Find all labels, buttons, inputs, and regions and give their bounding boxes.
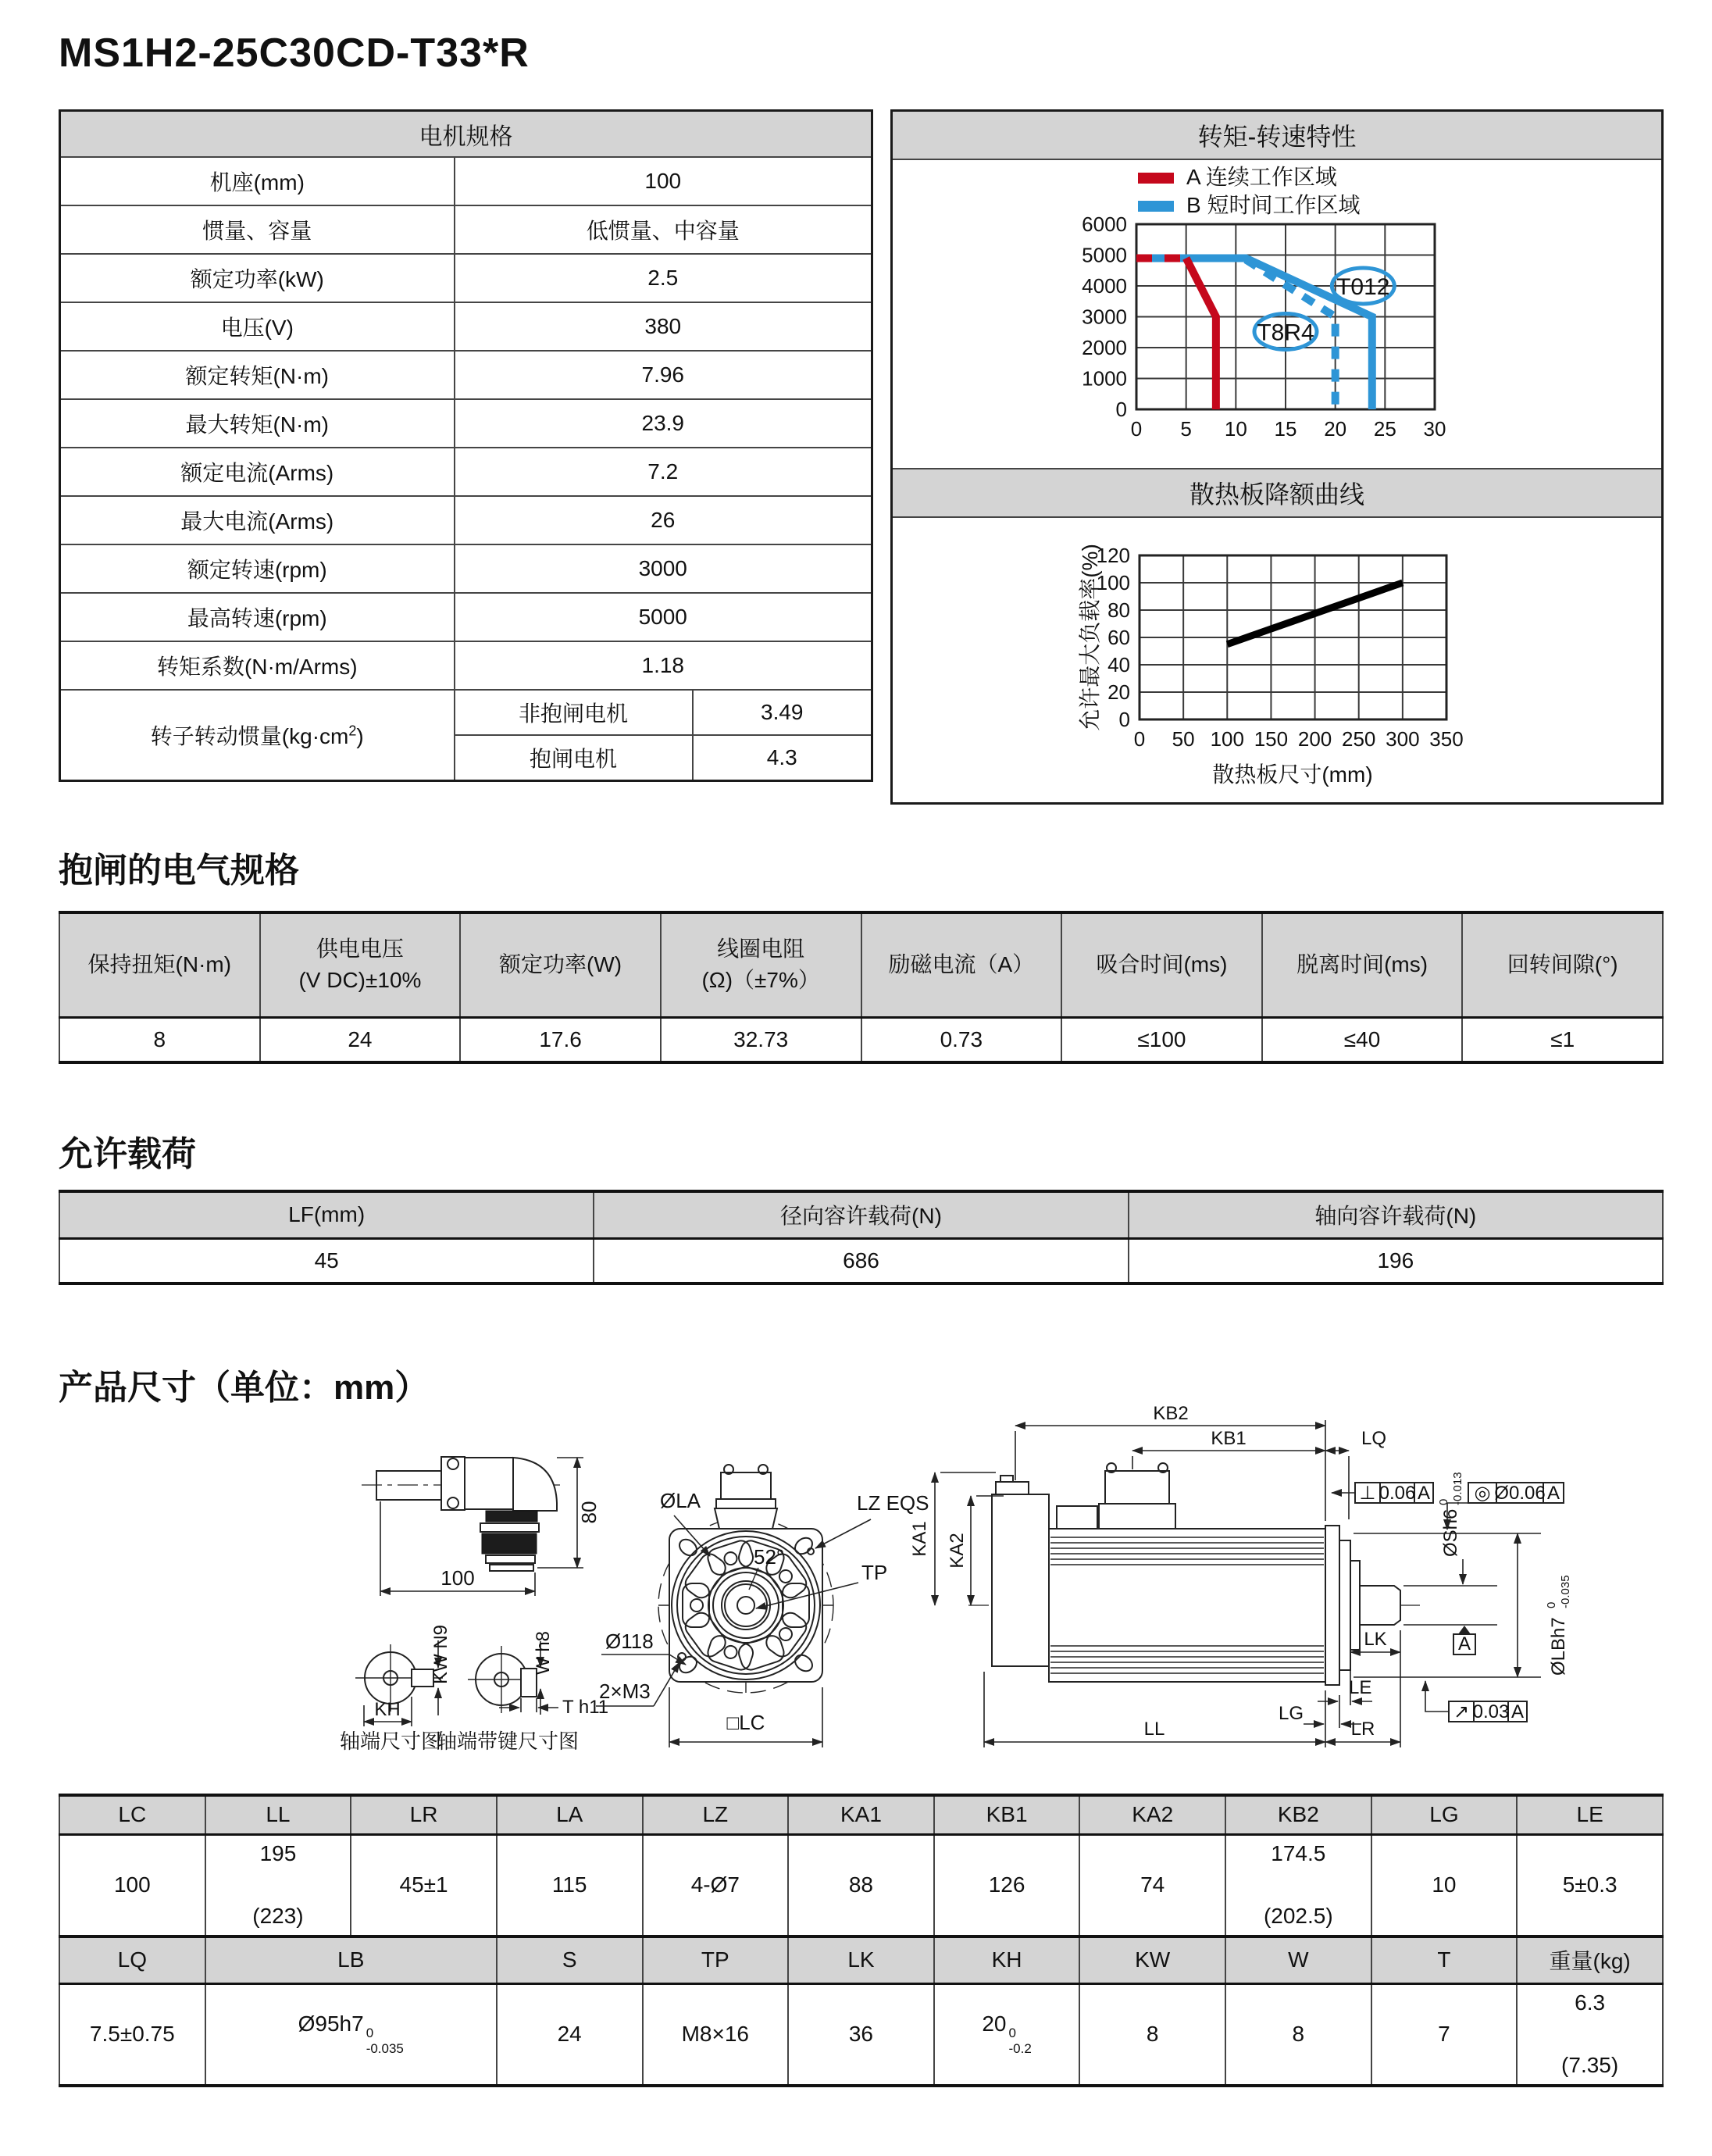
dim-cell: 88 bbox=[788, 1834, 934, 1936]
key-t-label: T h11 bbox=[562, 1697, 609, 1718]
spec-row-label: 惯量、容量 bbox=[60, 205, 455, 254]
datum-a-flag: A bbox=[1457, 1633, 1471, 1654]
dim-cell: 7 bbox=[1371, 1983, 1518, 2086]
brake-cell: 8 bbox=[59, 1017, 260, 1062]
svg-text:A 连续工作区域: A 连续工作区域 bbox=[1186, 165, 1337, 189]
svg-text:250: 250 bbox=[1342, 727, 1376, 751]
shaft-kh-label: KH bbox=[374, 1699, 401, 1720]
svg-text:B 短时间工作区域: B 短时间工作区域 bbox=[1186, 193, 1361, 217]
svg-text:0.03: 0.03 bbox=[1472, 1701, 1510, 1722]
side-kb2-label: KB2 bbox=[1153, 1406, 1189, 1424]
runout-tolerance-box bbox=[1425, 1681, 1527, 1722]
svg-text:0: 0 bbox=[1437, 1498, 1450, 1505]
connector-height-dim: 80 bbox=[577, 1501, 601, 1524]
dim-col-header: LQ bbox=[59, 1936, 205, 1983]
svg-text:T012: T012 bbox=[1336, 274, 1390, 300]
charts-pane bbox=[890, 109, 1664, 805]
svg-text:0: 0 bbox=[1115, 398, 1127, 421]
svg-text:2000: 2000 bbox=[1082, 336, 1127, 359]
dim-cell: 174.5 (202.5) bbox=[1225, 1834, 1371, 1936]
dim-cell: 115 bbox=[497, 1834, 643, 1936]
side-lq-label: LQ bbox=[1361, 1428, 1387, 1449]
svg-text:120: 120 bbox=[1096, 544, 1130, 567]
dim-col-header: KH bbox=[934, 1936, 1080, 1983]
svg-text:40: 40 bbox=[1107, 653, 1130, 676]
dim-col-header: TP bbox=[643, 1936, 789, 1983]
dim-cell: 45±1 bbox=[351, 1834, 497, 1936]
brake-col-header: 励磁电流（A） bbox=[861, 912, 1062, 1017]
shaft-end-keyed-view bbox=[437, 1631, 608, 1753]
front-la-label: ØLA bbox=[660, 1489, 701, 1512]
svg-text:◎: ◎ bbox=[1474, 1483, 1491, 1504]
side-kb1-label: KB1 bbox=[1211, 1428, 1247, 1449]
svg-text:A: A bbox=[1546, 1483, 1560, 1504]
svg-text:200: 200 bbox=[1297, 727, 1332, 751]
load-cell: 45 bbox=[59, 1238, 594, 1283]
spec-row-value: 23.9 bbox=[455, 399, 872, 448]
spec-inertia-sublabel: 非抱闸电机 bbox=[455, 690, 693, 735]
side-le-label: LE bbox=[1349, 1677, 1372, 1698]
svg-text:20: 20 bbox=[1324, 417, 1347, 441]
perpendicularity-tolerance-box bbox=[1332, 1483, 1433, 1504]
front-lz-label: LZ EQS bbox=[857, 1491, 929, 1515]
dim-cell: 7.5±0.75 bbox=[59, 1983, 205, 2086]
load-col-header: 径向容许载荷(N) bbox=[594, 1191, 1128, 1238]
brake-col-header: 额定功率(W) bbox=[460, 912, 661, 1017]
derating-chart bbox=[893, 518, 1661, 811]
dim-col-header: LR bbox=[351, 1795, 497, 1834]
torque-chart-header: 转矩-转速特性 bbox=[893, 112, 1661, 160]
spec-row-label: 额定功率(kW) bbox=[60, 254, 455, 302]
spec-row-value: 3000 bbox=[455, 544, 872, 593]
svg-text:4000: 4000 bbox=[1082, 274, 1127, 298]
brake-cell: 32.73 bbox=[661, 1017, 861, 1062]
dim-col-header: KB1 bbox=[934, 1795, 1080, 1834]
shaft-dia-tolerance-label bbox=[1437, 1472, 1464, 1557]
svg-text:0: 0 bbox=[1118, 708, 1130, 731]
spec-row-label: 电压(V) bbox=[60, 302, 455, 351]
spec-row-label: 最大电流(Arms) bbox=[60, 496, 455, 544]
dim-col-header: KA1 bbox=[788, 1795, 934, 1834]
brake-col-header: 回转间隙(°) bbox=[1462, 912, 1663, 1017]
load-section-title: 允许载荷 bbox=[59, 1135, 196, 1173]
brake-col-header: 线圈电阻 (Ω)（±7%） bbox=[661, 912, 861, 1017]
svg-text:10: 10 bbox=[1224, 417, 1247, 441]
svg-text:80: 80 bbox=[1107, 598, 1130, 622]
dim-cell: 5±0.3 bbox=[1517, 1834, 1663, 1936]
dim-cell: 126 bbox=[934, 1834, 1080, 1936]
dim-cell: 20 0 -0.2 bbox=[934, 1983, 1080, 2086]
side-lr-label: LR bbox=[1350, 1719, 1375, 1740]
side-ka2-label: KA2 bbox=[947, 1533, 968, 1569]
brake-col-header: 吸合时间(ms) bbox=[1061, 912, 1262, 1017]
svg-text:150: 150 bbox=[1254, 727, 1289, 751]
connector-width-dim: 100 bbox=[440, 1566, 475, 1590]
svg-text:15: 15 bbox=[1274, 417, 1297, 441]
svg-text:T8R4: T8R4 bbox=[1257, 319, 1314, 346]
svg-text:-0.035: -0.035 bbox=[1559, 1575, 1572, 1608]
svg-text:20: 20 bbox=[1107, 680, 1130, 704]
spec-row-value: 低惯量、中容量 bbox=[455, 205, 872, 254]
svg-text:ØLBh7: ØLBh7 bbox=[1548, 1617, 1569, 1676]
dim-cell: 4-Ø7 bbox=[643, 1834, 789, 1936]
dim-col-header: LB bbox=[205, 1936, 497, 1983]
dim-col-header: LL bbox=[205, 1795, 351, 1834]
dim-col-header: 重量(kg) bbox=[1517, 1936, 1663, 1983]
svg-text:0.06: 0.06 bbox=[1379, 1483, 1416, 1504]
dim-cell: 100 bbox=[59, 1834, 205, 1936]
svg-text:0: 0 bbox=[1130, 417, 1143, 441]
dim-col-header: W bbox=[1225, 1936, 1371, 1983]
svg-text:允许最大负载率(%): 允许最大负载率(%) bbox=[1078, 544, 1102, 731]
spec-inertia-sublabel: 抱闸电机 bbox=[455, 735, 693, 781]
spec-row-label: 最大转矩(N·m) bbox=[60, 399, 455, 448]
brake-cell: 24 bbox=[260, 1017, 461, 1062]
spec-row-value: 2.5 bbox=[455, 254, 872, 302]
spec-inertia-subvalue: 4.3 bbox=[693, 735, 872, 781]
dim-cell: 36 bbox=[788, 1983, 934, 2086]
svg-text:6000: 6000 bbox=[1082, 212, 1127, 236]
brake-cell: 0.73 bbox=[861, 1017, 1062, 1062]
spec-row-value: 7.2 bbox=[455, 448, 872, 496]
spec-row-label: 额定转速(rpm) bbox=[60, 544, 455, 593]
spec-row-label: 机座(mm) bbox=[60, 157, 455, 205]
dim-cell: 74 bbox=[1079, 1834, 1225, 1936]
dimension-drawings bbox=[59, 1406, 1664, 1793]
dim-col-header: LK bbox=[788, 1936, 934, 1983]
front-lc-label: □LC bbox=[726, 1711, 765, 1734]
spec-row-label: 额定电流(Arms) bbox=[60, 448, 455, 496]
dimension-table bbox=[59, 1794, 1664, 2087]
side-lg-label: LG bbox=[1279, 1703, 1304, 1724]
dim-cell: 8 bbox=[1079, 1983, 1225, 2086]
front-d118-label: Ø118 bbox=[605, 1629, 654, 1653]
svg-text:1000: 1000 bbox=[1082, 366, 1127, 391]
svg-text:A: A bbox=[1417, 1483, 1431, 1504]
load-cell: 686 bbox=[594, 1238, 1128, 1283]
spec-inertia-subvalue: 3.49 bbox=[693, 690, 872, 735]
dim-cell: 195 (223) bbox=[205, 1834, 351, 1936]
svg-text:100: 100 bbox=[1096, 571, 1130, 594]
spec-row-value: 1.18 bbox=[455, 641, 872, 690]
spec-inertia-label: 转子转动惯量$(kg\cdot cm^2)$ bbox=[60, 690, 455, 781]
motor-front-view bbox=[596, 1465, 929, 1747]
svg-text:30: 30 bbox=[1423, 417, 1446, 441]
spec-row-label: 额定转矩(N·m) bbox=[60, 351, 455, 399]
svg-text:0: 0 bbox=[1545, 1601, 1558, 1608]
svg-text:↗: ↗ bbox=[1453, 1701, 1470, 1722]
dim-cell: Ø95h7 0 -0.035 bbox=[205, 1983, 497, 2086]
brake-col-header: 供电电压 (V DC)±10% bbox=[260, 912, 461, 1017]
svg-text:-0.013: -0.013 bbox=[1451, 1472, 1464, 1505]
svg-text:散热板尺寸(mm): 散热板尺寸(mm) bbox=[1212, 762, 1373, 787]
shaft-end-plain-view bbox=[340, 1625, 451, 1753]
front-angle-label: 52° bbox=[754, 1545, 785, 1569]
key-w-label: W h8 bbox=[533, 1630, 554, 1676]
dim-col-header: S bbox=[497, 1936, 643, 1983]
svg-text:5000: 5000 bbox=[1082, 243, 1127, 267]
front-m3-label: 2×M3 bbox=[599, 1679, 651, 1703]
spec-table-header: 电机规格 bbox=[60, 111, 872, 158]
load-col-header: LF(mm) bbox=[59, 1191, 594, 1238]
brake-cell: ≤100 bbox=[1061, 1017, 1262, 1062]
concentricity-tolerance-box bbox=[1447, 1483, 1564, 1530]
dims-section-title: 产品尺寸（单位：mm） bbox=[59, 1369, 430, 1407]
load-cell: 196 bbox=[1129, 1238, 1663, 1283]
page-title: MS1H2-25C30CD-T33*R bbox=[59, 30, 530, 76]
dim-cell: 24 bbox=[497, 1983, 643, 2086]
connector-drawing bbox=[362, 1457, 601, 1596]
dim-col-header: KA2 bbox=[1079, 1795, 1225, 1834]
brake-col-header: 脱离时间(ms) bbox=[1262, 912, 1463, 1017]
dim-cell: M8×16 bbox=[643, 1983, 789, 2086]
dim-col-header: LZ bbox=[643, 1795, 789, 1834]
spec-row-value: 7.96 bbox=[455, 351, 872, 399]
shaft-keyed-caption: 轴端带键尺寸图 bbox=[436, 1729, 580, 1753]
side-lk-label: LK bbox=[1364, 1629, 1387, 1650]
dim-cell: 10 bbox=[1371, 1834, 1518, 1936]
dim-col-header: LE bbox=[1517, 1795, 1663, 1834]
motor-side-view bbox=[909, 1406, 1572, 1747]
svg-text:A: A bbox=[1510, 1701, 1525, 1722]
dim-col-header: LA bbox=[497, 1795, 643, 1834]
dim-cell: 6.3 (7.35) bbox=[1517, 1983, 1663, 2086]
front-tp-label: TP bbox=[861, 1561, 888, 1584]
dim-cell: 8 bbox=[1225, 1983, 1371, 2086]
dim-col-header: KB2 bbox=[1225, 1795, 1371, 1834]
spec-row-value: 100 bbox=[455, 157, 872, 205]
svg-text:300: 300 bbox=[1386, 727, 1420, 751]
derating-chart-header: 散热板降额曲线 bbox=[893, 468, 1661, 518]
svg-text:50: 50 bbox=[1172, 727, 1195, 751]
svg-text:ØSh6: ØSh6 bbox=[1440, 1508, 1461, 1557]
spigot-dia-tolerance-label bbox=[1545, 1575, 1572, 1676]
spec-row-label: 最高转速(rpm) bbox=[60, 593, 455, 641]
shaft-kw-label: KW N9 bbox=[430, 1624, 451, 1685]
load-col-header: 轴向容许载荷(N) bbox=[1129, 1191, 1663, 1238]
svg-text:0: 0 bbox=[1133, 727, 1146, 751]
spec-row-value: 380 bbox=[455, 302, 872, 351]
torque-speed-chart bbox=[893, 160, 1661, 464]
shaft-plain-caption: 轴端尺寸图 bbox=[339, 1729, 442, 1753]
motor-spec-table bbox=[59, 109, 873, 782]
svg-text:5: 5 bbox=[1180, 417, 1192, 441]
dim-col-header: LC bbox=[59, 1795, 205, 1834]
svg-text:100: 100 bbox=[1210, 727, 1244, 751]
dim-col-header: T bbox=[1371, 1936, 1518, 1983]
brake-col-header: 保持扭矩(N·m) bbox=[59, 912, 260, 1017]
spec-row-label: 转矩系数(N·m/Arms) bbox=[60, 641, 455, 690]
svg-text:Ø0.06: Ø0.06 bbox=[1494, 1483, 1546, 1504]
svg-text:60: 60 bbox=[1107, 626, 1130, 649]
svg-text:3000: 3000 bbox=[1082, 305, 1127, 329]
series-A-continuous-region bbox=[1186, 258, 1216, 409]
allowable-load-table bbox=[59, 1190, 1664, 1285]
dim-col-header: KW bbox=[1079, 1936, 1225, 1983]
dim-col-header: LG bbox=[1371, 1795, 1518, 1834]
brake-section-title: 抱闸的电气规格 bbox=[59, 851, 299, 890]
brake-cell: 17.6 bbox=[460, 1017, 661, 1062]
spec-row-value: 5000 bbox=[455, 593, 872, 641]
side-ka1-label: KA1 bbox=[909, 1521, 930, 1557]
side-ll-label: LL bbox=[1143, 1719, 1165, 1740]
svg-text:350: 350 bbox=[1429, 727, 1464, 751]
svg-text:25: 25 bbox=[1373, 417, 1396, 441]
svg-text:⊥: ⊥ bbox=[1359, 1483, 1376, 1504]
brake-cell: ≤1 bbox=[1462, 1017, 1663, 1062]
brake-cell: ≤40 bbox=[1262, 1017, 1463, 1062]
spec-row-value: 26 bbox=[455, 496, 872, 544]
brake-spec-table bbox=[59, 911, 1664, 1064]
